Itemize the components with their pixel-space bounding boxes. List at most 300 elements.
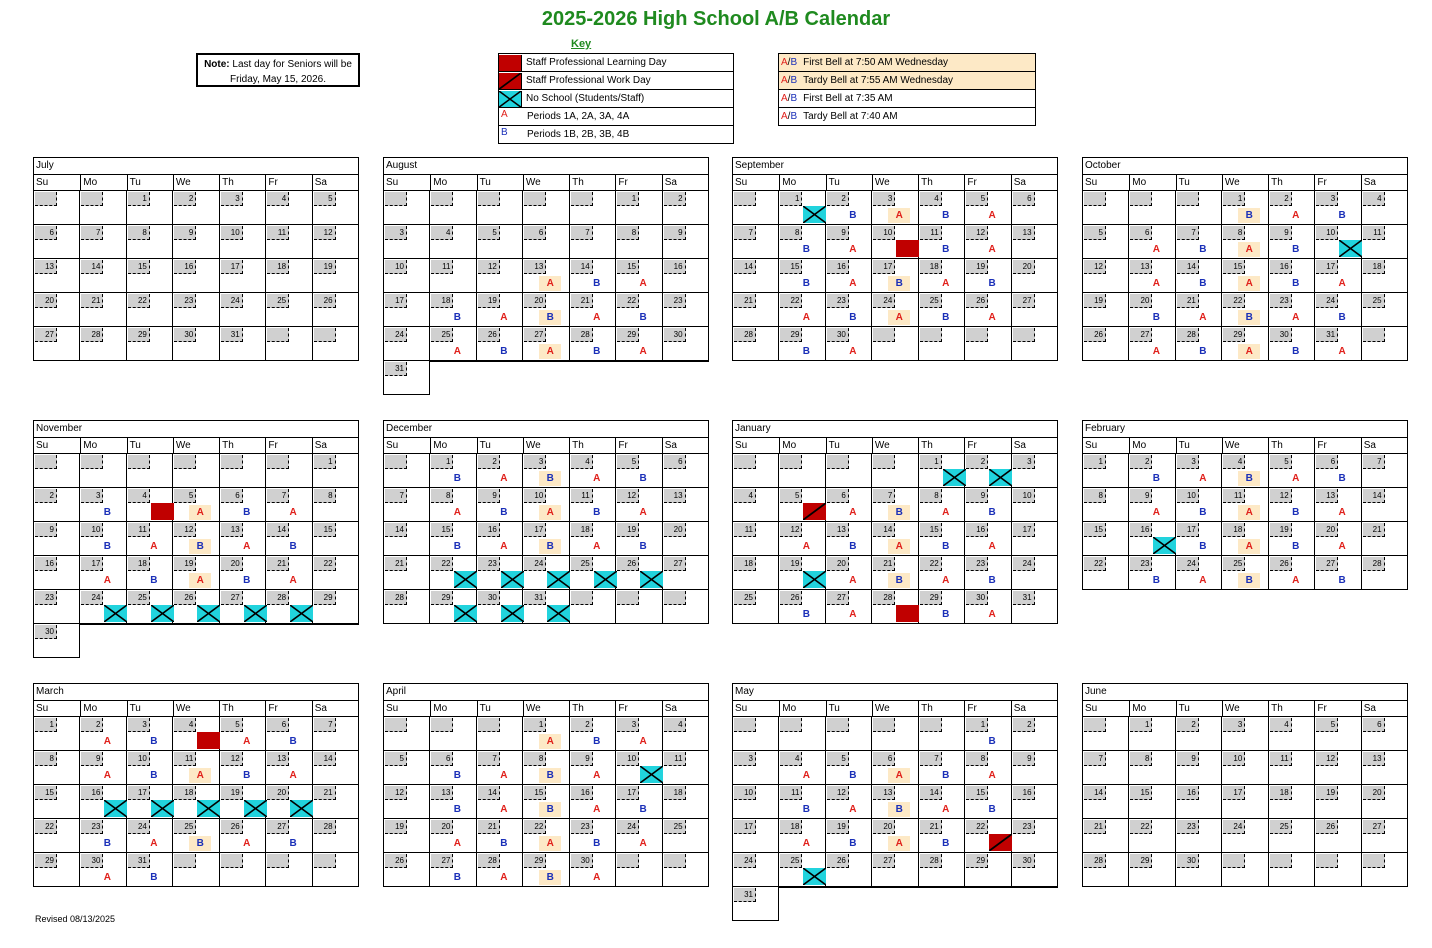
day-number: 14 [920, 786, 942, 800]
day-number: 3 [81, 489, 103, 503]
period-a-marker: A [1292, 473, 1300, 484]
day-cell [1362, 259, 1408, 293]
day-number: 21 [734, 294, 756, 308]
day-number: 31 [385, 362, 407, 376]
day-cell [1362, 191, 1408, 225]
key-title: Key [571, 38, 592, 50]
weekday-label: We [173, 438, 219, 453]
day-cell [127, 853, 173, 887]
day-number: 23 [174, 294, 196, 308]
day-number: 16 [571, 786, 593, 800]
weekday-label: Tu [1176, 438, 1222, 453]
day-cell [313, 488, 359, 522]
day-number: 20 [664, 523, 686, 537]
day-number: 23 [966, 557, 988, 571]
day-number: 2 [81, 718, 103, 732]
day-cell [523, 327, 569, 361]
day-number: 10 [1316, 226, 1338, 240]
weekday-label: Sa [312, 701, 358, 716]
weekday-label: Th [918, 701, 964, 716]
weekday-label: Sa [662, 438, 708, 453]
day-number: 24 [385, 328, 407, 342]
day-cell [1362, 522, 1408, 556]
month-grid [1082, 190, 1408, 361]
day-cell [523, 751, 569, 785]
day-number: 27 [873, 854, 895, 868]
day-number: 14 [81, 260, 103, 274]
day-number: 28 [314, 820, 336, 834]
day-cell [477, 488, 523, 522]
day-number: 29 [1130, 854, 1152, 868]
period-b-marker: B [1338, 210, 1346, 221]
day-cell [1129, 717, 1175, 751]
period-b-marker: B [1152, 473, 1161, 484]
day-number: 24 [1177, 557, 1199, 571]
day-number: 16 [1130, 523, 1152, 537]
period-a-marker: A [988, 770, 996, 781]
day-number: 24 [1013, 557, 1035, 571]
day-number: 19 [780, 557, 802, 571]
day-cell [220, 819, 266, 853]
period-a-marker: A [1292, 210, 1300, 221]
day-number: 2 [174, 192, 196, 206]
empty-day-cell [826, 717, 872, 751]
weekday-label: Fr [265, 701, 311, 716]
weekday-label: Sa [1011, 438, 1057, 453]
day-number: 13 [35, 260, 57, 274]
month-name: February [1082, 420, 1408, 437]
empty-day-cell [570, 590, 616, 624]
day-number: 5 [314, 192, 336, 206]
day-cell [570, 293, 616, 327]
blank-date-box [221, 455, 243, 469]
day-cell [1083, 751, 1129, 785]
day-cell [616, 327, 662, 361]
period-b-marker: B [1238, 208, 1260, 223]
day-cell [1012, 556, 1058, 590]
day-cell [430, 853, 476, 887]
day-cell [965, 717, 1011, 751]
blank-date-box [385, 718, 407, 732]
day-cell [34, 522, 80, 556]
day-number: 10 [873, 226, 895, 240]
day-cell [1129, 225, 1175, 259]
empty-day-cell [173, 454, 219, 488]
empty-day-cell [220, 454, 266, 488]
weekday-label: Su [386, 177, 399, 188]
day-number: 8 [524, 752, 546, 766]
day-cell [779, 819, 825, 853]
day-cell [430, 327, 476, 361]
day-number: 27 [431, 854, 453, 868]
day-cell [570, 259, 616, 293]
period-a-marker: A [103, 872, 112, 883]
weekday-label: Th [569, 438, 615, 453]
day-cell [570, 225, 616, 259]
empty-day-cell [127, 624, 173, 658]
day-number: 17 [128, 786, 150, 800]
day-cell [1315, 522, 1361, 556]
day-number: 22 [314, 557, 336, 571]
day-cell [779, 225, 825, 259]
period-b-marker: B [1338, 312, 1346, 323]
empty-day-cell [779, 454, 825, 488]
period-b-marker: B [539, 768, 561, 783]
period-a-marker: A [1199, 312, 1207, 323]
period-b-marker: B [942, 210, 950, 221]
blank-date-box [734, 718, 756, 732]
day-number: 25 [734, 591, 756, 605]
day-cell [477, 853, 523, 887]
empty-day-cell [1129, 191, 1175, 225]
day-cell [1269, 259, 1315, 293]
empty-day-cell [266, 327, 312, 361]
weekday-label: Sa [312, 438, 358, 453]
day-number: 5 [1084, 226, 1106, 240]
professional-learning-day [896, 240, 919, 257]
day-cell [1012, 293, 1058, 327]
blank-date-box [221, 854, 243, 868]
period-b-marker: B [289, 838, 297, 849]
day-cell [173, 327, 219, 361]
empty-day-cell [872, 327, 918, 361]
day-number: 18 [267, 260, 289, 274]
blank-date-box [431, 192, 453, 206]
no-school-day [943, 469, 966, 486]
day-number: 24 [81, 591, 103, 605]
day-number: 10 [1177, 489, 1199, 503]
period-a-marker: A [1238, 539, 1260, 554]
day-cell [1083, 259, 1129, 293]
day-number: 2 [1177, 718, 1199, 732]
day-cell [1222, 293, 1268, 327]
day-cell [220, 717, 266, 751]
weekday-label: Mo [1129, 438, 1175, 453]
day-cell [430, 293, 476, 327]
day-cell [34, 624, 80, 658]
weekday-label: Th [1268, 438, 1314, 453]
day-number: 14 [314, 752, 336, 766]
period-b-marker: B [453, 872, 462, 883]
day-number: 9 [81, 752, 103, 766]
blank-date-box [314, 328, 336, 342]
day-cell [34, 751, 80, 785]
period-a-marker: A [639, 507, 647, 518]
empty-day-cell [1176, 191, 1222, 225]
day-cell [80, 590, 126, 624]
day-number: 16 [966, 523, 988, 537]
day-number: 12 [780, 523, 802, 537]
day-cell [173, 556, 219, 590]
day-number: 29 [128, 328, 150, 342]
blank-date-box [571, 192, 593, 206]
period-a-marker: A [639, 838, 647, 849]
day-cell [1176, 225, 1222, 259]
day-cell [313, 751, 359, 785]
day-cell [266, 522, 312, 556]
day-cell [34, 819, 80, 853]
blank-date-box [734, 455, 756, 469]
weekday-header [732, 174, 1058, 190]
blank-date-box [128, 455, 150, 469]
period-a-marker: A [453, 346, 462, 357]
period-b-marker: B [802, 609, 811, 620]
period-b-marker: B [1338, 575, 1346, 586]
period-b-marker: B [150, 770, 158, 781]
period-b-marker: B [888, 276, 910, 291]
day-cell [570, 853, 616, 887]
day-number: 5 [385, 752, 407, 766]
day-number: 22 [966, 820, 988, 834]
period-b-marker: B [802, 804, 811, 815]
day-number: 21 [81, 294, 103, 308]
day-number: 14 [1363, 489, 1385, 503]
day-number: 7 [1177, 226, 1199, 240]
day-cell [266, 819, 312, 853]
day-cell [1083, 293, 1129, 327]
no-school-day [151, 800, 174, 817]
day-number: 21 [873, 557, 895, 571]
day-cell [127, 522, 173, 556]
empty-day-cell [872, 717, 918, 751]
day-cell [919, 225, 965, 259]
period-b-marker: B [150, 575, 158, 586]
day-cell [733, 522, 779, 556]
period-a-marker: A [849, 346, 857, 357]
period-b-marker: B [802, 346, 811, 357]
weekday-label: Mo [80, 438, 126, 453]
day-cell [872, 590, 918, 624]
day-cell [127, 717, 173, 751]
period-a-marker: A [539, 505, 561, 520]
day-number: 11 [174, 752, 196, 766]
day-number: 11 [571, 489, 593, 503]
weekday-header [33, 437, 359, 453]
month-september [732, 157, 1058, 361]
period-a-marker: A [289, 507, 297, 518]
period-b-marker: B [1152, 312, 1161, 323]
day-number: 13 [1013, 226, 1035, 240]
period-a-marker: A [1152, 244, 1161, 255]
day-cell [1176, 751, 1222, 785]
empty-day-cell [477, 191, 523, 225]
day-number: 9 [827, 226, 849, 240]
note-label: Note: [204, 59, 230, 70]
day-number: 16 [1177, 786, 1199, 800]
day-number: 17 [1223, 786, 1245, 800]
period-a-marker: A [942, 804, 950, 815]
day-number: 4 [734, 489, 756, 503]
day-cell [733, 556, 779, 590]
day-cell [1269, 556, 1315, 590]
day-cell [1176, 853, 1222, 887]
period-b-marker: B [1199, 507, 1207, 518]
day-number: 9 [174, 226, 196, 240]
blank-date-box [920, 718, 942, 732]
weekday-label: Fr [265, 438, 311, 453]
period-b-marker: B [593, 346, 601, 357]
key-label: Staff Professional Work Day [526, 75, 651, 86]
day-cell [733, 590, 779, 624]
day-number: 11 [780, 786, 802, 800]
day-cell [127, 488, 173, 522]
period-b-marker: B [942, 312, 950, 323]
day-cell [965, 259, 1011, 293]
day-cell [733, 225, 779, 259]
period-a-marker: A [500, 473, 508, 484]
empty-day-cell [663, 590, 709, 624]
empty-day-cell [616, 361, 662, 395]
weekday-label: Su [386, 440, 399, 451]
day-number: 27 [267, 820, 289, 834]
day-cell [826, 488, 872, 522]
blank-date-box [734, 192, 756, 206]
period-b-marker: B [150, 736, 158, 747]
period-b-marker: B [1199, 244, 1207, 255]
period-a-marker: A [1238, 242, 1260, 257]
period-a-marker: A [500, 804, 508, 815]
day-cell [779, 556, 825, 590]
day-number: 30 [1177, 854, 1199, 868]
day-number: 14 [1084, 786, 1106, 800]
day-cell [1129, 751, 1175, 785]
note-text: Last day for Seniors will be Friday, May 15, 2026. [229, 59, 352, 85]
no-school-day [104, 605, 127, 622]
period-a-marker: A [189, 505, 211, 520]
day-number: 25 [1363, 294, 1385, 308]
blank-date-box [174, 455, 196, 469]
day-cell [1222, 785, 1268, 819]
day-number: 6 [524, 226, 546, 240]
empty-day-cell [733, 717, 779, 751]
day-number: 4 [267, 192, 289, 206]
day-cell [173, 819, 219, 853]
period-a-marker: A [103, 770, 112, 781]
bell-row [779, 54, 1035, 72]
day-number: 7 [1084, 752, 1106, 766]
day-cell [266, 717, 312, 751]
day-cell [173, 590, 219, 624]
empty-day-cell [523, 191, 569, 225]
day-cell [1012, 488, 1058, 522]
day-number: 4 [128, 489, 150, 503]
day-cell [1176, 785, 1222, 819]
day-cell [173, 522, 219, 556]
empty-day-cell [826, 454, 872, 488]
weekday-label: Tu [1176, 701, 1222, 716]
weekday-label: Tu [826, 701, 872, 716]
day-number: 15 [920, 523, 942, 537]
day-cell [826, 751, 872, 785]
day-cell [1129, 522, 1175, 556]
day-cell [477, 293, 523, 327]
month-name: January [732, 420, 1058, 437]
period-b-marker: B [243, 575, 251, 586]
day-cell [779, 191, 825, 225]
day-number: 11 [734, 523, 756, 537]
day-cell [616, 488, 662, 522]
blank-date-box [81, 192, 103, 206]
day-cell [127, 819, 173, 853]
weekday-label: Tu [477, 175, 523, 190]
day-number: 21 [478, 820, 500, 834]
day-cell [80, 522, 126, 556]
day-cell [733, 819, 779, 853]
day-number: 22 [431, 557, 453, 571]
day-cell [1315, 488, 1361, 522]
day-cell [34, 488, 80, 522]
period-a-marker: A [988, 210, 996, 221]
day-cell [523, 488, 569, 522]
day-cell [826, 293, 872, 327]
day-number: 18 [734, 557, 756, 571]
no-school-day [547, 571, 570, 588]
day-number: 28 [478, 854, 500, 868]
day-number: 30 [478, 591, 500, 605]
day-cell [477, 751, 523, 785]
day-number: 10 [1223, 752, 1245, 766]
day-number: 20 [873, 820, 895, 834]
day-number: 15 [1130, 786, 1152, 800]
day-cell [616, 819, 662, 853]
day-number: 31 [1013, 591, 1035, 605]
period-a-marker: A [988, 541, 996, 552]
month-grid [732, 190, 1058, 361]
blank-date-box [35, 455, 57, 469]
day-number: 21 [1363, 523, 1385, 537]
day-cell [779, 293, 825, 327]
weekday-label: Th [219, 175, 265, 190]
period-a-marker: A [849, 244, 857, 255]
day-number: 10 [1013, 489, 1035, 503]
blank-date-box [1084, 718, 1106, 732]
period-a-marker: A [888, 836, 910, 851]
day-number: 3 [1177, 455, 1199, 469]
period-a-marker: A [1338, 278, 1346, 289]
day-cell [523, 819, 569, 853]
blank-date-box [267, 854, 289, 868]
day-cell [965, 293, 1011, 327]
day-cell [1315, 327, 1361, 361]
key-row [499, 72, 733, 90]
day-cell [1083, 454, 1129, 488]
day-number: 2 [1270, 192, 1292, 206]
day-number: 12 [827, 786, 849, 800]
period-a-marker: A [103, 575, 112, 586]
day-number: 13 [267, 752, 289, 766]
day-number: 30 [1013, 854, 1035, 868]
day-cell [34, 225, 80, 259]
weekday-label: Th [219, 701, 265, 716]
day-number: 6 [267, 718, 289, 732]
day-cell [1315, 259, 1361, 293]
day-number: 29 [966, 854, 988, 868]
weekday-label: Th [219, 438, 265, 453]
day-cell [826, 556, 872, 590]
day-cell [872, 853, 918, 887]
period-b-marker: B [888, 505, 910, 520]
day-number: 16 [664, 260, 686, 274]
period-a-marker: A [150, 838, 158, 849]
day-cell [127, 590, 173, 624]
day-number: 21 [571, 294, 593, 308]
day-cell [1315, 819, 1361, 853]
period-a-marker: A [802, 838, 811, 849]
day-cell [523, 556, 569, 590]
period-a-marker: A [888, 768, 910, 783]
day-cell [779, 522, 825, 556]
period-b-marker: B [1292, 244, 1300, 255]
